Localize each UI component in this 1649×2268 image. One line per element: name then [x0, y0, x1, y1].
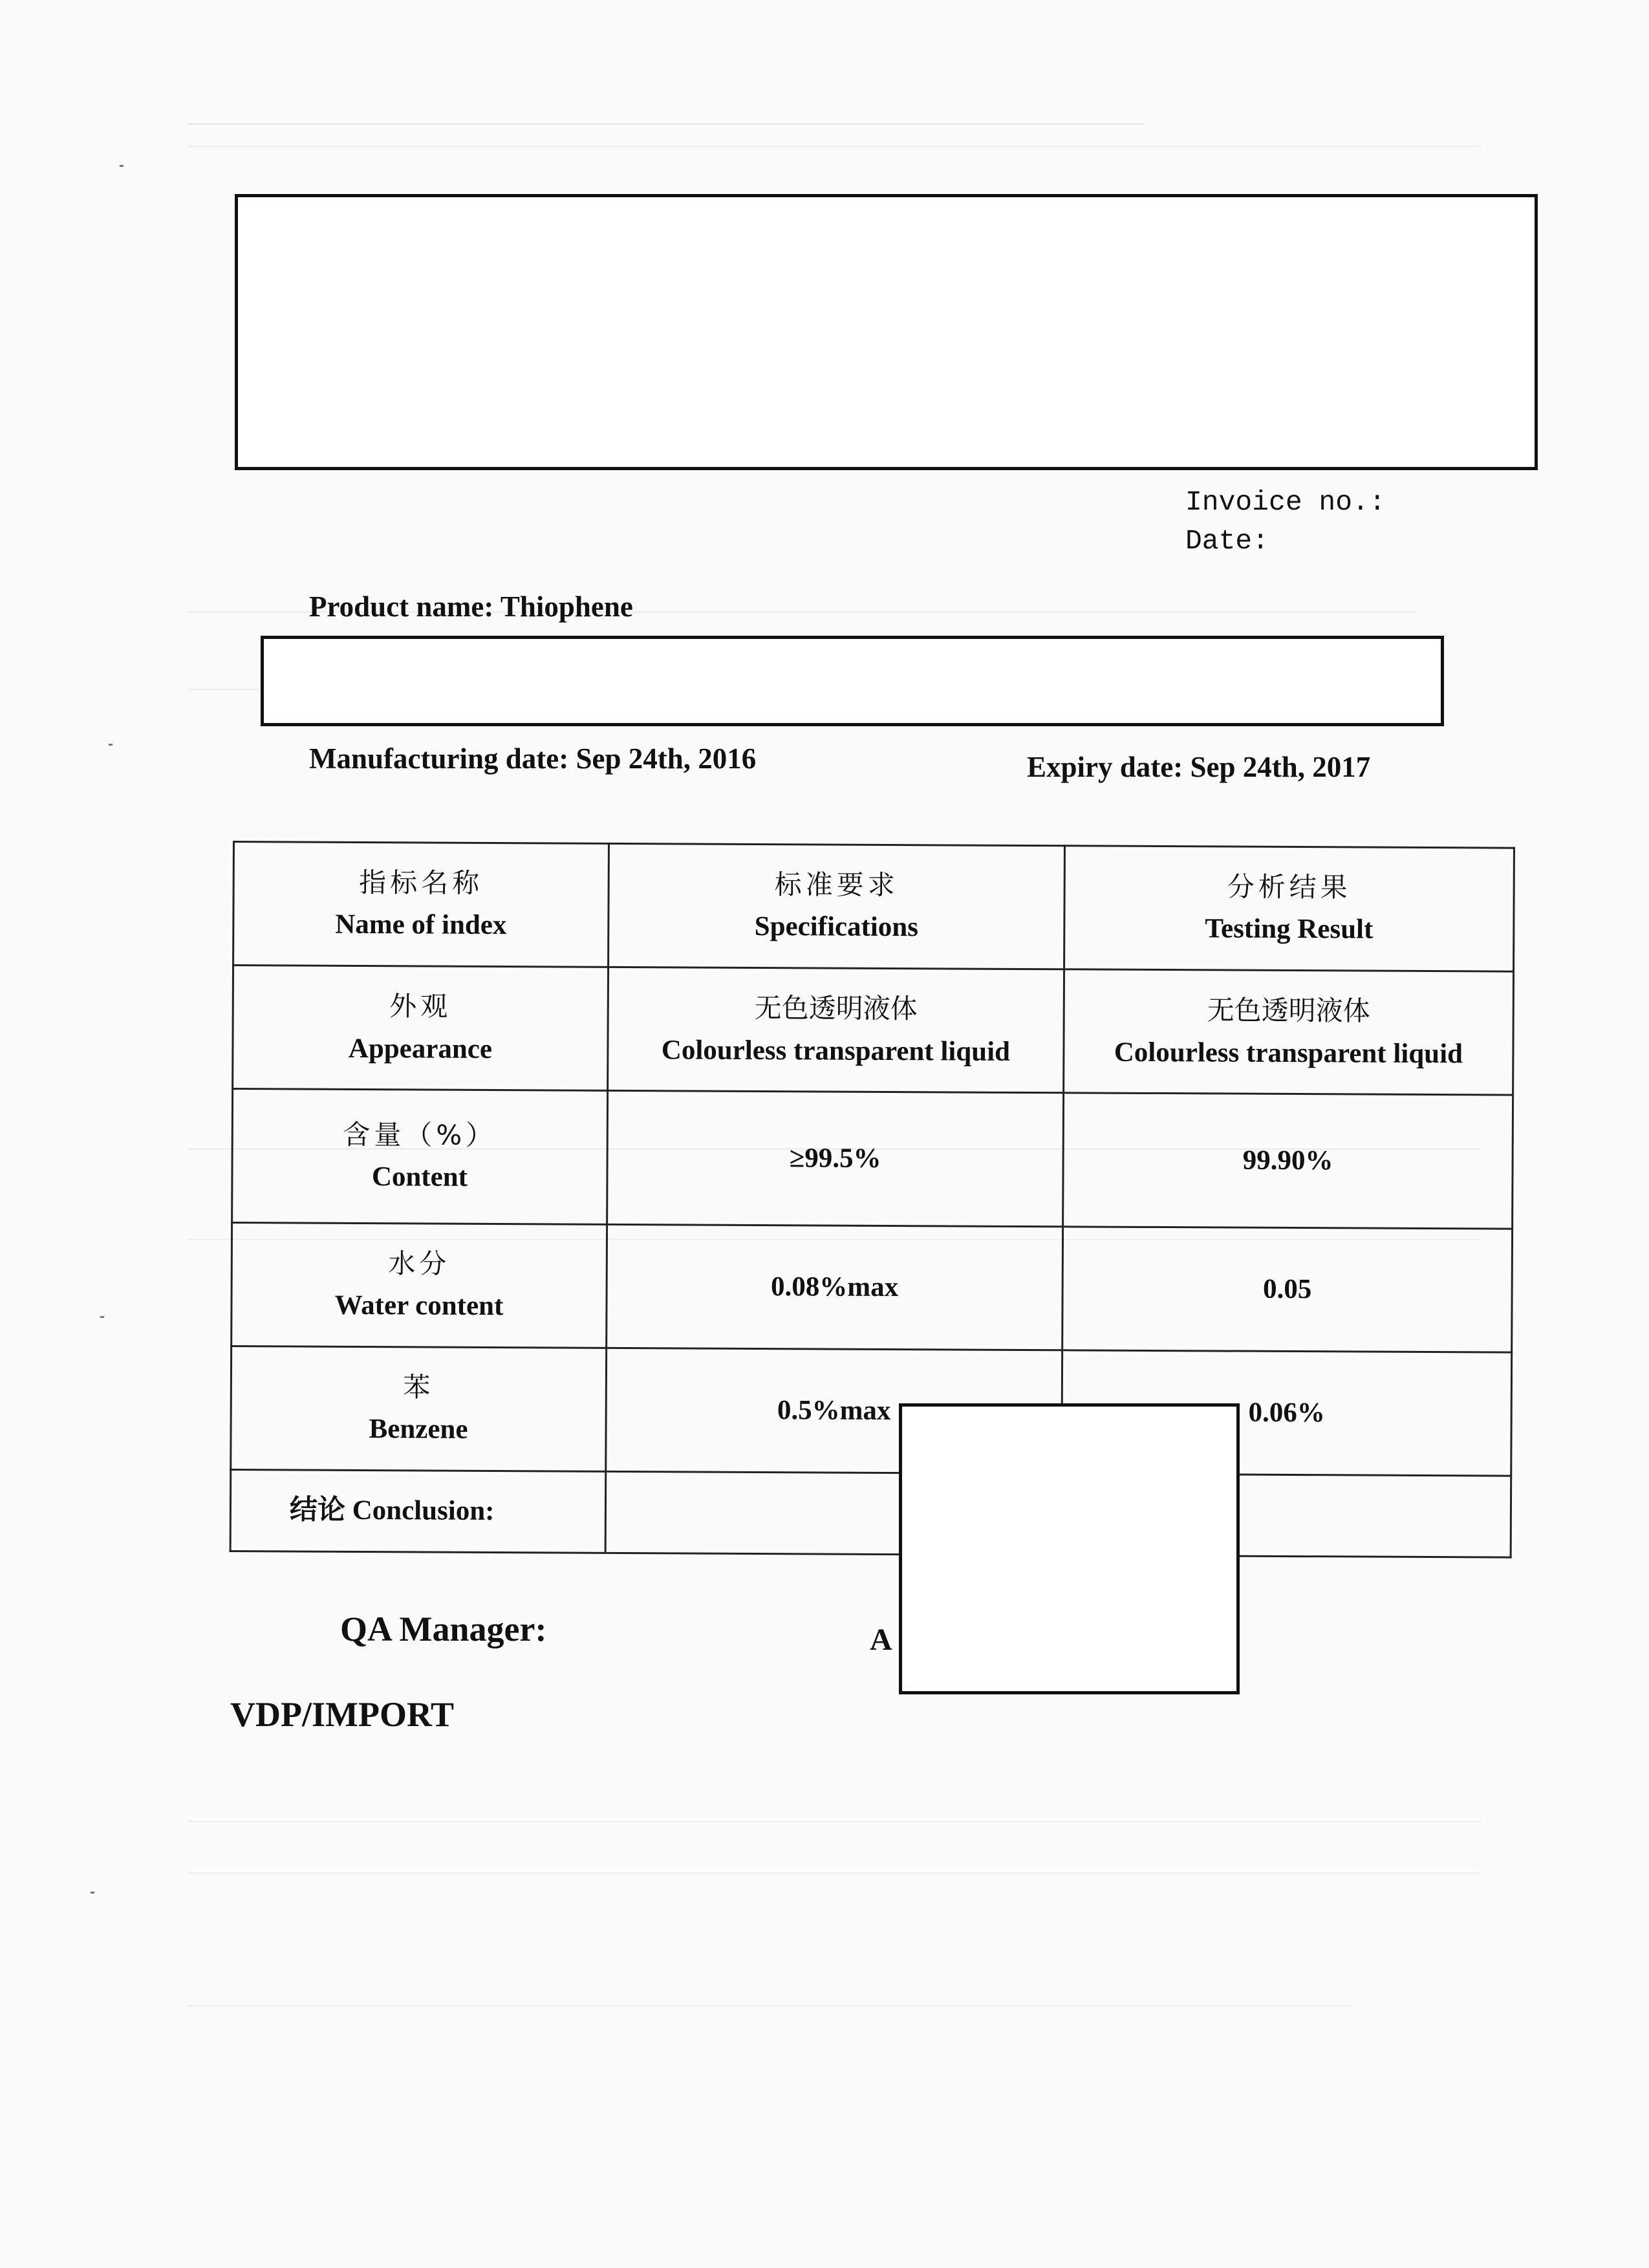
header-cell-index: 指标名称 Name of index: [233, 842, 609, 967]
spec-en: Colourless transparent liquid: [661, 1034, 1011, 1067]
vdp-import-label: VDP/IMPORT: [230, 1695, 455, 1734]
row-name-en: Water content: [334, 1290, 504, 1322]
redacted-batch-info: [261, 636, 1444, 726]
table-row: [231, 1346, 1512, 1476]
scan-mark: [100, 1316, 104, 1318]
qa-manager-label: QA Manager:: [340, 1610, 547, 1648]
row-name-zh: 水分: [388, 1247, 451, 1280]
scan-mark: [120, 165, 124, 167]
expiry-date: Expiry date: Sep 24th, 2017: [1027, 751, 1371, 783]
table-row: [233, 966, 1514, 1096]
result-value: 0.06%: [1062, 1350, 1512, 1476]
row-name-zh: 苯: [403, 1371, 435, 1403]
table-row: [232, 1222, 1513, 1352]
redacted-company-header: [235, 194, 1538, 470]
row-name-en: Content: [371, 1161, 468, 1193]
header-cell-spec: 标准要求 Specifications: [609, 843, 1065, 969]
spec-value: ≥99.5%: [607, 1091, 1064, 1227]
header-cell-result: 分析结果 Testing Result: [1064, 846, 1514, 972]
table-row: [232, 1089, 1513, 1229]
spec-value: 0.5%max: [606, 1348, 1062, 1474]
partial-signature-text: A: [870, 1623, 892, 1657]
result-value: 0.05: [1062, 1227, 1513, 1353]
conclusion-label: 结论 Conclusion:: [230, 1470, 606, 1553]
conclusion-row: [230, 1470, 1511, 1557]
result-en: Colourless transparent liquid: [1114, 1037, 1463, 1069]
date-label: Date:: [1185, 525, 1269, 557]
result-value: 99.90%: [1063, 1093, 1513, 1229]
product-name: Product name: Thiophene: [309, 590, 633, 623]
row-name-en: Appearance: [348, 1033, 493, 1064]
row-name-zh: 含量（%）: [343, 1119, 497, 1152]
invoice-number-label: Invoice no.:: [1185, 486, 1386, 518]
spec-zh: 无色透明液体: [754, 992, 918, 1025]
table-header-row: [233, 842, 1514, 972]
scan-mark: [91, 1892, 94, 1894]
row-name-zh: 外观: [389, 990, 452, 1023]
redacted-signature-stamp: [899, 1403, 1240, 1694]
scan-mark: [109, 744, 113, 746]
row-name-en: Benzene: [369, 1414, 468, 1445]
result-zh: 无色透明液体: [1207, 994, 1370, 1028]
analysis-table: [230, 841, 1515, 1559]
manufacturing-date: Manufacturing date: Sep 24th, 2016: [309, 742, 757, 775]
spec-value: 0.08%max: [607, 1224, 1063, 1350]
